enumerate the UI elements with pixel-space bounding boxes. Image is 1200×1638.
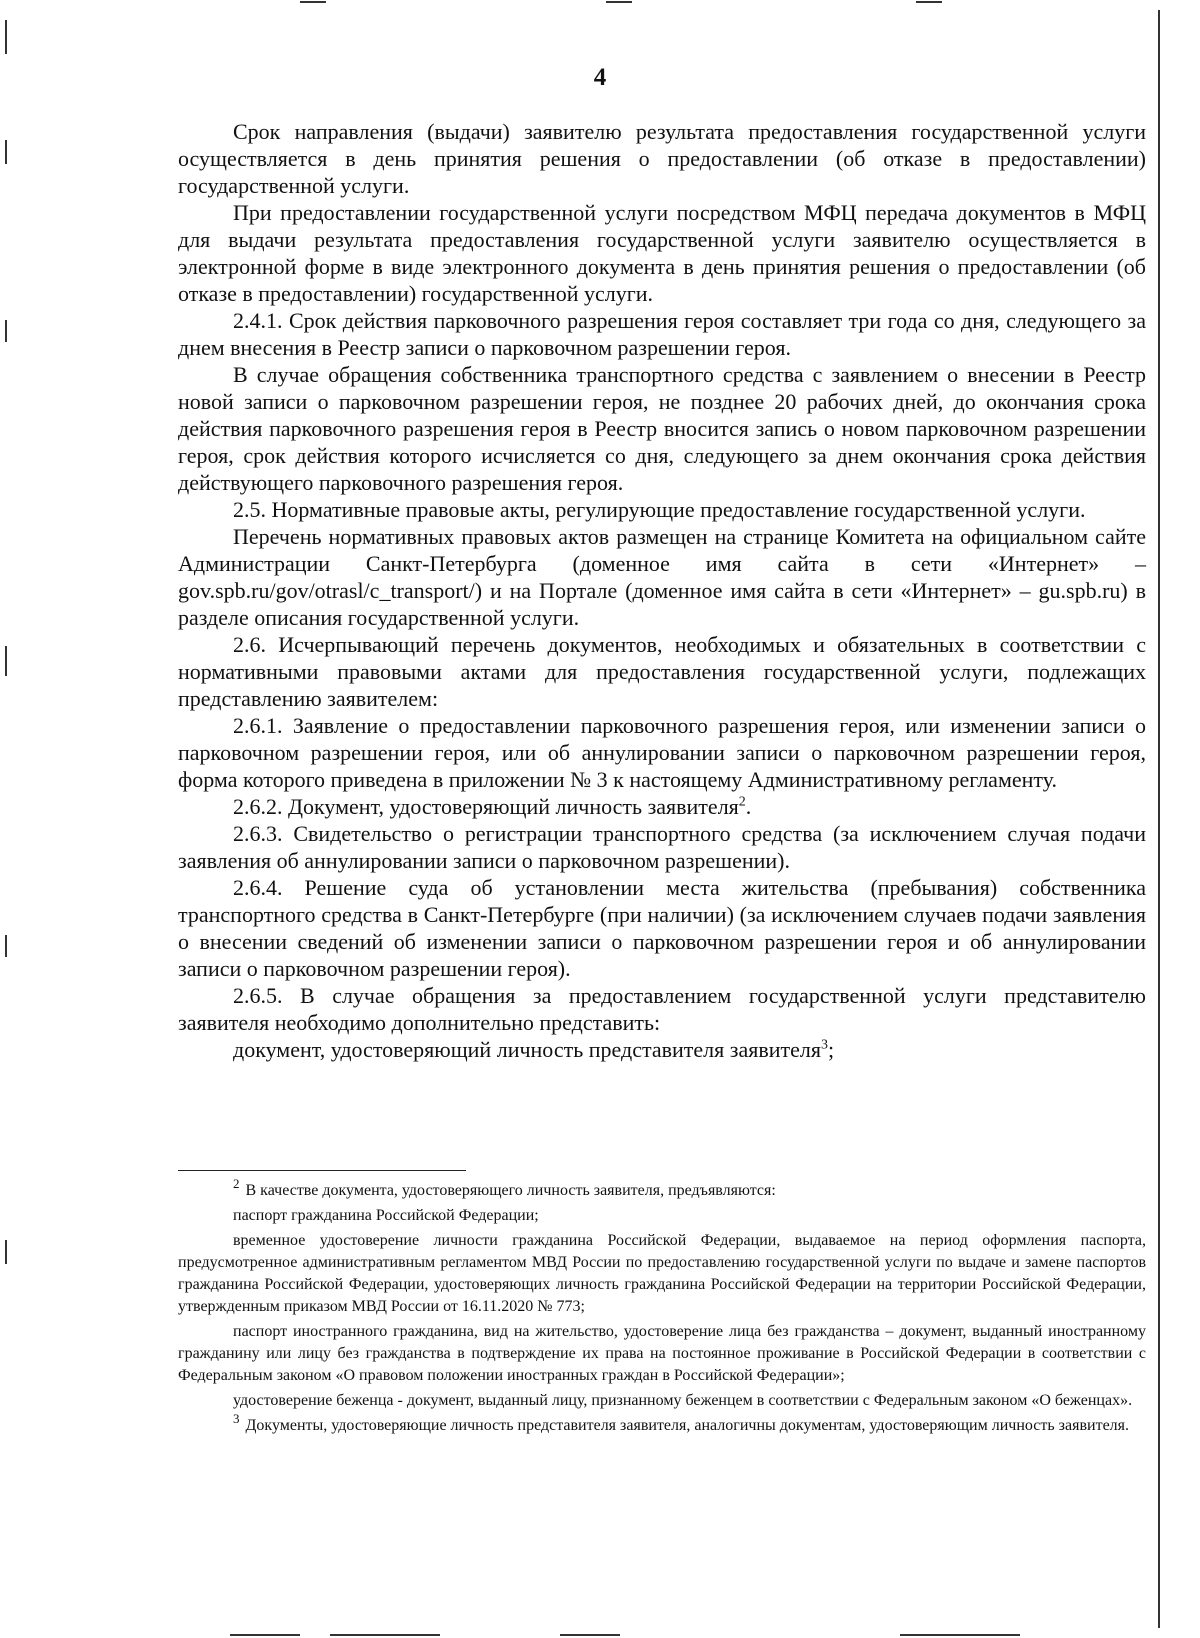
paragraph-result-deadline: Срок направления (выдачи) заявителю результата предоставления государственной услуги осуществляется в день принятия решения о предоставлении (об отказе в предоставлении) государственной услуги.	[178, 119, 1146, 198]
scan-artifact	[900, 1634, 1020, 1636]
punctuation: .	[745, 794, 752, 819]
paragraph-new-record: В случае обращения собственника транспортного средства с заявлением о внесении в Реестр новой записи о парковочном разрешении героя, не позднее 20 рабочих дней, до окончания срока действия парковочного разрешения героя в Реестр вносится запись о новом парковочном разрешении героя, срок действия которого исчисляется со дня, следующего за днем окончания срока действия действующего парковочного разрешения героя.	[178, 362, 1146, 495]
footnote-2	[178, 1176, 1146, 1202]
scan-artifact	[5, 646, 7, 676]
scan-artifact	[5, 20, 7, 54]
paragraph-mfc-transfer: При предоставлении государственной услуги посредством МФЦ передача документов в МФЦ для выдачи результата предоставления государственной услуги заявителю осуществляется в электронной форме в виде электронного документа в день принятия решения о предоставлении (об отказе в предоставлении) государственной услуги.	[178, 200, 1146, 306]
footnote-mark-2: 2	[233, 1176, 240, 1191]
scan-artifact	[606, 1, 632, 3]
footnote-3-text: Документы, удостоверяющие личность представителя заявителя, аналогичны документам, удостоверяющим личность заявителя.	[245, 1417, 1130, 1434]
paragraph-2-6-1: 2.6.1. Заявление о предоставлении парковочного разрешения героя, или изменении записи о парковочном разрешении героя, или об аннулировании записи о парковочном разрешении героя, форма которого приведена в приложении № 3 к настоящему Административному регламенту.	[178, 713, 1146, 792]
footnotes	[178, 1176, 1146, 1440]
footnote-separator	[178, 1170, 466, 1171]
scan-artifact	[5, 935, 7, 957]
footnote-ref-3[interactable]: 3	[820, 1037, 828, 1053]
footnote-2-intro: В качестве документа, удостоверяющего личность заявителя, предъявляются:	[245, 1182, 776, 1199]
paragraph-2-6-2	[178, 793, 1146, 820]
punctuation: ;	[827, 1037, 835, 1062]
scan-artifact	[300, 1, 326, 3]
scan-artifact	[5, 1240, 7, 1264]
footnote-ref-2[interactable]: 2	[738, 794, 746, 810]
paragraph-2-6-5: 2.6.5. В случае обращения за предоставлением государственной услуги представителю заявителя необходимо дополнительно представить:	[178, 983, 1146, 1035]
scan-artifact	[916, 1, 942, 3]
scan-artifact	[5, 320, 7, 342]
paragraph-text: документ, удостоверяющий личность представителя заявителя	[233, 1037, 821, 1062]
paragraph-text: 2.6.2. Документ, удостоверяющий личность заявителя	[233, 794, 739, 819]
footnote-2-item: паспорт иностранного гражданина, вид на жительство, удостоверение лица без гражданства – документ, выданный иностранному гражданину или лицу без гражданства в подтверждение их права на постоянное проживание в Российской Федерации в соответствии с Федеральным законом «О правовом положении иностранных граждан в Российской Федерации»;	[178, 1323, 1146, 1384]
footnote-2-item: временное удостоверение личности гражданина Российской Федерации, выдаваемое на период оформления паспорта, предусмотренное административным регламентом МВД России по предоставлению государственной услуги по выдаче и замене паспортов гражданина Российской Федерации, удостоверяющих личность гражданина Российской Федерации на территории Российской Федерации, утвержденным приказом МВД России от 16.11.2020 № 773;	[178, 1232, 1146, 1315]
paragraph-acts-list: Перечень нормативных правовых актов размещен на странице Комитета на официальном сайте Администрации Санкт-Петербурга (доменное имя сайта в сети «Интернет» – gov.spb.ru/gov/otrasl/c_transport/) и на Портале (доменное имя сайта в сети «Интернет» – gu.spb.ru) в разделе описания государственной услуги.	[178, 524, 1146, 630]
paragraph-2-6-4: 2.6.4. Решение суда об установлении места жительства (пребывания) собственника транспортного средства в Санкт-Петербурге (при наличии) (за исключением случаев подачи заявления о внесении сведений об изменении записи о парковочном разрешении героя и об аннулировании записи о парковочном разрешении героя).	[178, 875, 1146, 981]
scan-artifact	[1158, 10, 1160, 1628]
scan-artifact	[560, 1634, 620, 1636]
paragraph-rep-identity	[178, 1036, 1146, 1063]
paragraph-2-5: 2.5. Нормативные правовые акты, регулирующие предоставление государственной услуги.	[233, 497, 1086, 522]
footnote-3	[178, 1411, 1146, 1437]
scan-artifact	[230, 1634, 300, 1636]
paragraph-2-4-1: 2.4.1. Срок действия парковочного разрешения героя составляет три года со дня, следующего за днем внесения в Реестр записи о парковочном разрешении героя.	[178, 308, 1146, 360]
scan-artifact	[5, 140, 7, 164]
footnote-2-item: паспорт гражданина Российской Федерации;	[233, 1207, 539, 1224]
document-body	[178, 118, 1146, 1063]
page-number: 4	[593, 64, 607, 91]
footnote-mark-3: 3	[233, 1411, 240, 1426]
scan-artifact	[330, 1634, 440, 1636]
paragraph-2-6: 2.6. Исчерпывающий перечень документов, необходимых и обязательных в соответствии с нормативными правовыми актами для предоставления государственной услуги, подлежащих представлению заявителем:	[178, 632, 1146, 711]
footnote-2-item: удостоверение беженца - документ, выданный лицу, признанному беженцем в соответствии с Федеральным законом «О беженцах».	[233, 1392, 1133, 1409]
paragraph-2-6-3: 2.6.3. Свидетельство о регистрации транспортного средства (за исключением случая подачи заявления об аннулировании записи о парковочном разрешении).	[178, 821, 1146, 873]
